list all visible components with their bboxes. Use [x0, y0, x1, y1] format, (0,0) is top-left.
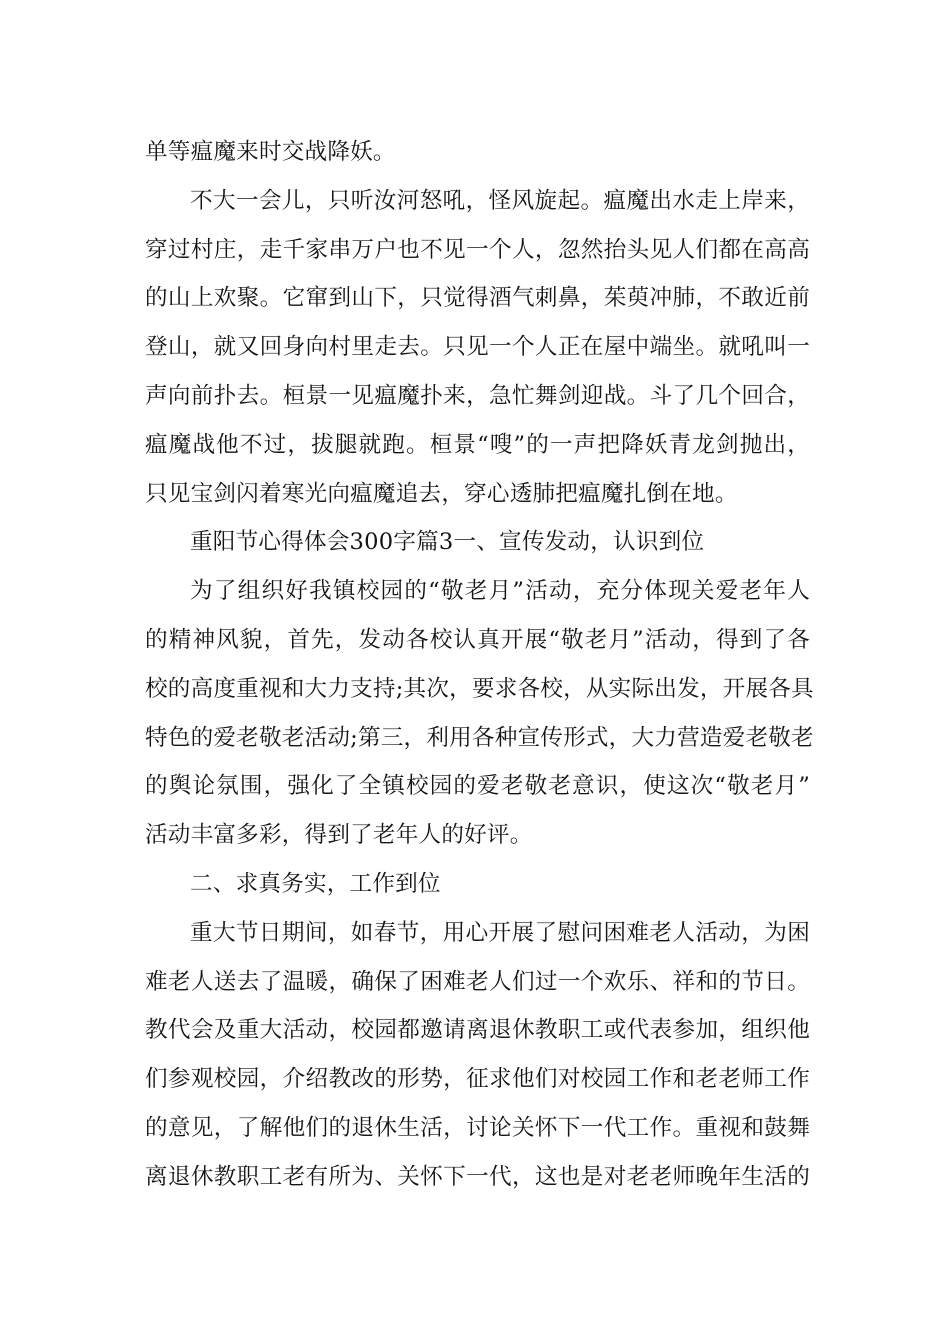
paragraph-3	[145, 518, 810, 567]
text-line: 教代会及重大活动，校园都邀请离退休教职工或代表参加，组织他	[145, 1017, 810, 1044]
text-line: 登山，就又回身向村里走去。只见一个人正在屋中端坐。就吼叫一	[145, 334, 810, 361]
text-line: 难老人送去了温暖，确保了困难老人们过一个欢乐、祥和的节日。	[145, 968, 810, 995]
text-line: 校的高度重视和大力支持;其次，要求各校，从实际出发，开展各具	[145, 675, 814, 702]
text-line: 的山上欢聚。它窜到山下，只觉得酒气刺鼻，茱萸冲肺，不敢近前	[145, 285, 810, 312]
text-line: 只见宝剑闪着寒光向瘟魔追去，穿心透肺把瘟魔扎倒在地。	[145, 480, 738, 507]
text-line: 们参观校园，介绍教改的形势，征求他们对校园工作和老老师工作	[145, 1066, 810, 1093]
text-line: 二、求真务实，工作到位	[190, 870, 441, 897]
text-line: 重阳节心得体会300字篇3一、宣传发动，认识到位	[190, 529, 705, 556]
text-line: 的意见，了解他们的退休生活，讨论关怀下一代工作。重视和鼓舞	[145, 1114, 810, 1141]
paragraph-2	[145, 177, 810, 519]
text-line: 的舆论氛围，强化了全镇校园的爱老敬老意识，使这次“敬老月”	[145, 773, 810, 800]
text-line: 特色的爱老敬老活动;第三，利用各种宣传形式，大力营造爱老敬老	[145, 724, 814, 751]
text-line: 穿过村庄，走千家串万户也不见一个人，忽然抬头见人们都在高高	[145, 236, 810, 263]
text-line: 不大一会儿，只听汝河怒吼，怪风旋起。瘟魔出水走上岸来，	[190, 187, 810, 214]
text-line: 离退休教职工老有所为、关怀下一代，这也是对老老师晚年生活的	[145, 1163, 810, 1190]
text-line: 活动丰富多彩，得到了老年人的好评。	[145, 822, 533, 849]
text-line: 声向前扑去。桓景一见瘟魔扑来，急忙舞剑迎战。斗了几个回合，	[145, 382, 810, 409]
paragraph-5	[145, 860, 810, 909]
paragraph-6	[145, 909, 810, 1202]
text-line: 重大节日期间，如春节，用心开展了慰问困难老人活动，为困	[190, 919, 810, 946]
text-line: 单等瘟魔来时交战降妖。	[145, 139, 396, 165]
text-line: 瘟魔战他不过，拔腿就跑。桓景“嗖”的一声把降妖青龙剑抛出，	[145, 431, 810, 458]
paragraph-1	[145, 128, 810, 177]
paragraph-4	[145, 567, 814, 860]
text-line: 为了组织好我镇校园的“敬老月”活动，充分体现关爱老年人	[190, 578, 810, 605]
document-body	[145, 128, 814, 1202]
text-line: 的精神风貌，首先，发动各校认真开展“敬老月”活动，得到了各	[145, 626, 810, 653]
